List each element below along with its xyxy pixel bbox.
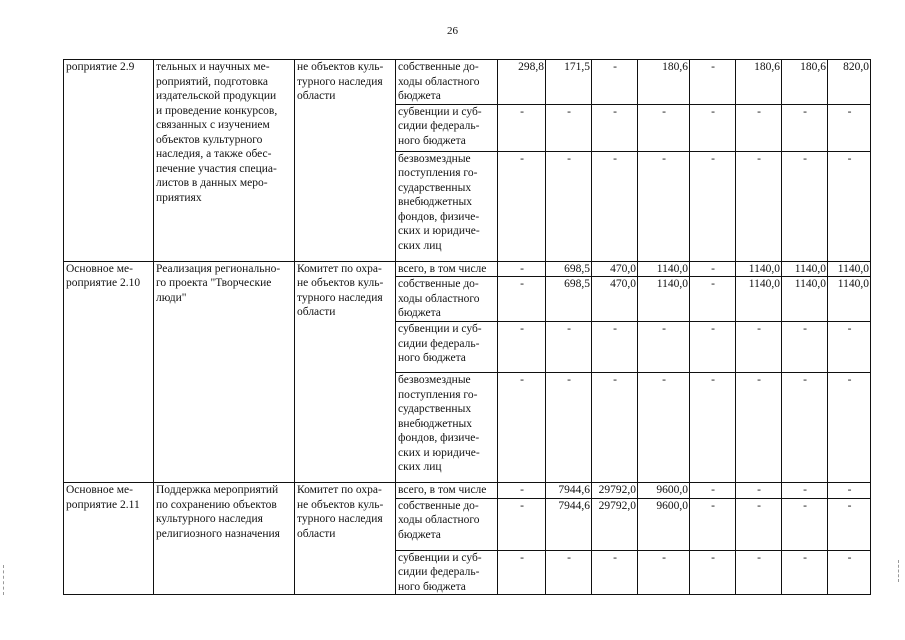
amount-cell: - — [498, 550, 546, 595]
funding-source-cell: безвозмездные поступления го- сударственных внебюджетных фондов, физиче- ских и юридиче- ских лиц — [396, 373, 498, 483]
funding-source-cell: собственные до- ходы областного бюджета — [396, 60, 498, 105]
amount-cell: - — [782, 550, 828, 595]
amount-cell: - — [782, 373, 828, 483]
executor-cell: Комитет по охра- не объектов куль- турного наследия области — [295, 261, 396, 483]
amount-cell: 1140,0 — [828, 277, 871, 322]
amount-cell: - — [546, 322, 592, 373]
amount-cell: - — [546, 550, 592, 595]
amount-cell: - — [782, 322, 828, 373]
amount-cell: - — [736, 498, 782, 550]
table-row — [64, 60, 871, 105]
amount-cell: - — [592, 322, 638, 373]
event-name-cell: Поддержка мероприятий по сохранению объектов культурного наследия религиозного назначения — [154, 483, 295, 595]
amount-cell: - — [736, 483, 782, 499]
amount-cell: - — [828, 373, 871, 483]
amount-cell: - — [638, 104, 690, 151]
amount-cell: - — [690, 261, 736, 277]
funding-source-cell: всего, в том числе — [396, 261, 498, 277]
amount-cell: - — [736, 373, 782, 483]
amount-cell: - — [498, 322, 546, 373]
amount-cell: 9600,0 — [638, 483, 690, 499]
amount-cell: 698,5 — [546, 277, 592, 322]
event-cell: Основное ме- роприятие 2.11 — [64, 483, 154, 595]
amount-cell: 470,0 — [592, 277, 638, 322]
amount-cell: 1140,0 — [782, 277, 828, 322]
binding-mark-right — [898, 560, 900, 582]
amount-cell: - — [736, 322, 782, 373]
amount-cell: - — [638, 373, 690, 483]
amount-cell: - — [638, 151, 690, 261]
amount-cell: - — [498, 498, 546, 550]
amount-cell: 1140,0 — [736, 277, 782, 322]
amount-cell: - — [690, 277, 736, 322]
page-number: 26 — [447, 25, 458, 37]
amount-cell: - — [690, 550, 736, 595]
amount-cell: - — [546, 373, 592, 483]
amount-cell: - — [638, 550, 690, 595]
amount-cell: - — [828, 104, 871, 151]
amount-cell: - — [592, 373, 638, 483]
amount-cell: 9600,0 — [638, 498, 690, 550]
amount-cell: - — [498, 373, 546, 483]
amount-cell: - — [690, 322, 736, 373]
executor-cell: Комитет по охра- не объектов куль- турного наследия области — [295, 483, 396, 595]
amount-cell: 1140,0 — [638, 261, 690, 277]
amount-cell: - — [690, 373, 736, 483]
funding-source-cell: безвозмездные поступления го- сударственных внебюджетных фондов, физиче- ских и юридиче- ских лиц — [396, 151, 498, 261]
funding-source-cell: всего, в том числе — [396, 483, 498, 499]
amount-cell: - — [736, 550, 782, 595]
amount-cell: - — [690, 104, 736, 151]
amount-cell: - — [498, 151, 546, 261]
amount-cell: 180,6 — [638, 60, 690, 105]
binding-mark — [3, 565, 5, 595]
amount-cell: 29792,0 — [592, 498, 638, 550]
funding-source-cell: субвенции и суб- сидии федераль- ного бюджета — [396, 322, 498, 373]
amount-cell: 698,5 — [546, 261, 592, 277]
table-row — [64, 261, 871, 277]
amount-cell: 1140,0 — [736, 261, 782, 277]
amount-cell: - — [828, 498, 871, 550]
amount-cell: - — [690, 60, 736, 105]
event-cell: Основное ме- роприятие 2.10 — [64, 261, 154, 483]
amount-cell: 180,6 — [736, 60, 782, 105]
amount-cell: - — [690, 151, 736, 261]
amount-cell: - — [498, 277, 546, 322]
event-cell: роприятие 2.9 — [64, 60, 154, 262]
amount-cell: 820,0 — [828, 60, 871, 105]
table-row — [64, 483, 871, 499]
amount-cell: - — [546, 104, 592, 151]
amount-cell: - — [592, 60, 638, 105]
amount-cell: 180,6 — [782, 60, 828, 105]
funding-source-cell: субвенции и суб- сидии федераль- ного бюджета — [396, 104, 498, 151]
amount-cell: 171,5 — [546, 60, 592, 105]
event-name-cell: Реализация регионально- го проекта "Творческие люди" — [154, 261, 295, 483]
amount-cell: - — [828, 483, 871, 499]
amount-cell: - — [736, 151, 782, 261]
amount-cell: - — [782, 483, 828, 499]
amount-cell: - — [498, 261, 546, 277]
amount-cell: 470,0 — [592, 261, 638, 277]
funding-source-cell: собственные до- ходы областного бюджета — [396, 277, 498, 322]
amount-cell: 7944,6 — [546, 483, 592, 499]
amount-cell: - — [828, 151, 871, 261]
budget-table — [63, 59, 871, 595]
amount-cell: - — [592, 104, 638, 151]
executor-cell: не объектов куль- турного наследия области — [295, 60, 396, 262]
amount-cell: 1140,0 — [782, 261, 828, 277]
amount-cell: - — [690, 483, 736, 499]
amount-cell: - — [592, 151, 638, 261]
amount-cell: - — [498, 483, 546, 499]
amount-cell: 7944,6 — [546, 498, 592, 550]
amount-cell: - — [690, 498, 736, 550]
amount-cell: - — [782, 151, 828, 261]
amount-cell: 1140,0 — [828, 261, 871, 277]
funding-source-cell: субвенции и суб- сидии федераль- ного бюджета — [396, 550, 498, 595]
funding-source-cell: собственные до- ходы областного бюджета — [396, 498, 498, 550]
amount-cell: - — [782, 104, 828, 151]
event-name-cell: тельных и научных ме- роприятий, подготовка издательской продукции и проведение конкурсов, связанных с изучением объектов культурного наследия, а также обес- печение участия специа- листов в данных меро- приятиях — [154, 60, 295, 262]
amount-cell: - — [592, 550, 638, 595]
amount-cell: - — [828, 322, 871, 373]
amount-cell: 298,8 — [498, 60, 546, 105]
amount-cell: - — [828, 550, 871, 595]
amount-cell: - — [546, 151, 592, 261]
amount-cell: - — [638, 322, 690, 373]
amount-cell: - — [498, 104, 546, 151]
amount-cell: 1140,0 — [638, 277, 690, 322]
amount-cell: 29792,0 — [592, 483, 638, 499]
amount-cell: - — [782, 498, 828, 550]
amount-cell: - — [736, 104, 782, 151]
